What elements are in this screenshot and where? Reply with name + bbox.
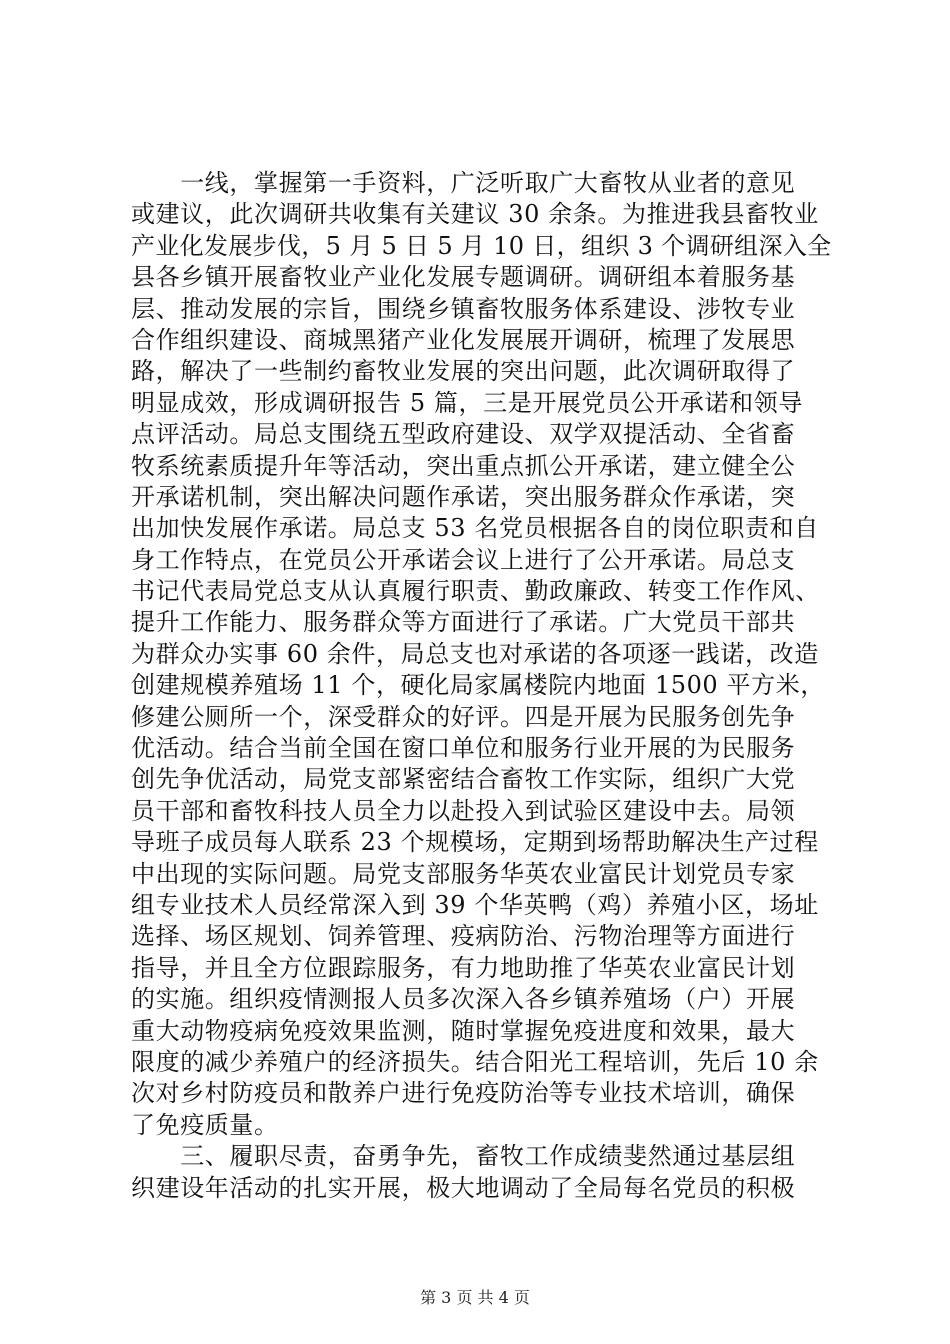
text-line: 产业化发展步伐，5 月 5 日 5 月 10 日，组织 3 个调研组深入全 <box>131 231 832 260</box>
text-line: 点评活动。局总支围绕五型政府建设、双学双提活动、全省畜 <box>131 420 796 449</box>
text-line: 提升工作能力、服务群众等方面进行了承诺。广大党员干部共 <box>131 608 796 637</box>
text-line: 创先争优活动，局党支部紧密结合畜牧工作实际，组织广大党 <box>131 765 796 794</box>
text-line: 修建公厕所一个，深受群众的好评。四是开展为民服务创先争 <box>131 702 796 731</box>
text-line: 创建规模养殖场 11 个，硬化局家属楼院内地面 1500 平方米， <box>131 671 825 700</box>
text-line: 一线，掌握第一手资料，广泛听取广大畜牧从业者的意见 <box>131 169 796 197</box>
text-line: 书记代表局党总支从认真履行职责、勤政廉政、转变工作作风、 <box>131 577 820 606</box>
text-line: 开承诺机制，突出解决问题作承诺，突出服务群众作承诺，突 <box>131 482 796 511</box>
text-line: 的实施。组织疫情测报人员多次深入各乡镇养殖场（户）开展 <box>131 985 796 1014</box>
text-line: 或建议，此次调研共收集有关建议 30 余条。为推进我县畜牧业 <box>131 200 819 229</box>
text-line: 县各乡镇开展畜牧业产业化发展专题调研。调研组本着服务基 <box>131 263 796 292</box>
page-footer: 第 3 页 共 4 页 <box>420 1288 530 1307</box>
text-line: 选择、场区规划、饲养管理、疫病防治、污物治理等方面进行 <box>131 922 796 951</box>
text-line: 身工作特点，在党员公开承诺会议上进行了公开承诺。局总支 <box>131 545 796 574</box>
text-line: 中出现的实际问题。局党支部服务华英农业富民计划党员专家 <box>131 859 796 888</box>
text-line: 牧系统素质提升年等活动，突出重点抓公开承诺，建立健全公 <box>131 451 796 480</box>
text-line: 合作组织建设、商城黑猪产业化发展展开调研，梳理了发展思 <box>131 325 796 354</box>
text-line: 重大动物疫病免疫效果监测，随时掌握免疫进度和效果，最大 <box>131 1016 796 1045</box>
text-line: 层、推动发展的宗旨，围绕乡镇畜牧服务体系建设、涉牧专业 <box>131 294 796 323</box>
text-line: 为群众办实事 60 余件，局总支也对承诺的各项逐一践诺，改造 <box>131 639 819 668</box>
text-line: 明显成效，形成调研报告 5 篇，三是开展党员公开承诺和领导 <box>131 388 803 417</box>
text-line: 组专业技术人员经常深入到 39 个华英鸭（鸡）养殖小区，场址 <box>131 890 819 919</box>
text-line: 织建设年活动的扎实开展，极大地调动了全局每名党员的积极 <box>131 1173 796 1202</box>
text-line: 优活动。结合当前全国在窗口单位和服务行业开展的为民服务 <box>131 734 796 763</box>
text-line: 员干部和畜牧科技人员全力以赴投入到试验区建设中去。局领 <box>131 796 796 825</box>
text-line: 了免疫质量。 <box>131 1110 279 1139</box>
text-line: 导班子成员每人联系 23 个规模场，定期到场帮助解决生产过程 <box>131 828 819 857</box>
text-line: 三、履职尽责，奋勇争先，畜牧工作成绩斐然通过基层组 <box>131 1142 796 1171</box>
body-text <box>131 168 831 1204</box>
text-line: 路，解决了一些制约畜牧业发展的突出问题，此次调研取得了 <box>131 357 796 386</box>
text-line: 出加快发展作承诺。局总支 53 名党员根据各自的岗位职责和自 <box>131 514 819 543</box>
text-line: 限度的减少养殖户的经济损失。结合阳光工程培训，先后 10 余 <box>131 1047 819 1076</box>
text-line: 次对乡村防疫员和散养户进行免疫防治等专业技术培训，确保 <box>131 1079 796 1108</box>
text-line: 指导，并且全方位跟踪服务，有力地助推了华英农业富民计划 <box>131 953 796 982</box>
